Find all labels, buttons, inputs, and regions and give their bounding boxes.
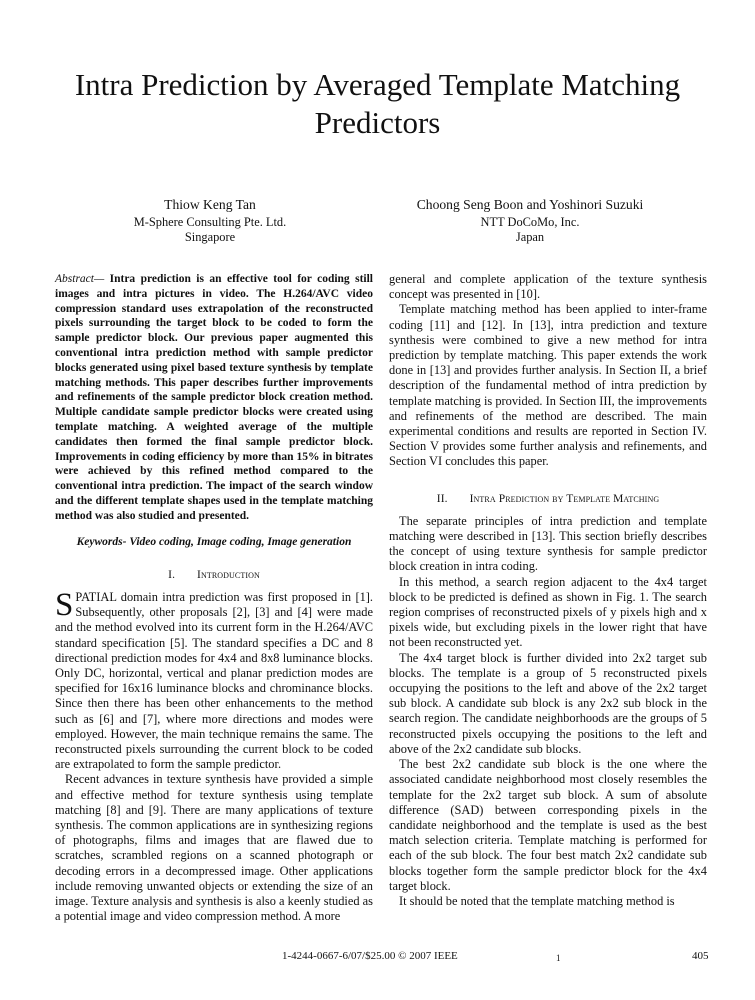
section-title: Introduction [197,568,260,581]
paragraph [55,586,373,772]
section-heading-template-matching [389,492,707,507]
footer-page-index: 1 [556,953,561,963]
author-block-2 [400,197,660,245]
paragraph: Recent advances in texture synthesis have provided a simple and effective method for texture synthesis using template matching [8] and [9]. There are many applications of texture synthesis. The common applications are in synthesizing regions of photographs, films and images that are flawed due to scratches, scrambled regions on a scanned photograph or decoding errors in a decompressed image. Other applications include removing unwanted objects or extending the size of an image. Texture analysis and synthesis is also a keenly studied as a potential image and video compression method. A more [55,772,373,924]
section-number: II. [436,492,448,505]
left-column [55,272,373,924]
section-title: Intra Prediction by Template Matching [469,492,660,505]
author-location: Singapore [184,230,236,244]
abstract [55,272,373,524]
paragraph: It should be noted that the template matching method is [399,893,675,908]
paragraph: The separate principles of intra prediction and template matching were described in [13]. This section briefly describes the concept of using texture synthesis for sample predictor block creation in intra coding. [389,513,707,574]
paragraph: In this method, a search region adjacent to the 4x4 target block to be predicted is defined as shown in Fig. 1. The search region comprises of reconstructed pixels of y pixels high and x pixels wide, but excluding pixels in the lower right that have not been reconstructed yet. [389,574,707,650]
author-affiliation: M-Sphere Consulting Pte. Ltd. [133,215,287,229]
section-heading-introduction [55,568,373,583]
paper-title: Intra Prediction by Averaged Template Matching Predictors [74,67,681,140]
abstract-label: Abstract— [55,273,105,285]
section-number: I. [168,568,176,581]
paragraph: Template matching method has been applied to inter-frame coding [11] and [12]. In [13], intra prediction and texture synthesis were combined to give a new method for intra prediction by template matching. This paper extends the work done in [13] and provides further analysis. In Section II, a brief description of the fundamental method of intra prediction by template matching is provided. In Section III, the improvements and refinements of the method are described. The main experimental conditions and results are reported in Section IV. Section V provides some further analysis and refinements, and Section VI concludes this paper. [389,302,707,469]
paragraph: The 4x4 target block is further divided into 2x2 target sub blocks. The template is a group of 5 reconstructed pixels occupying the positions to the left and above of the 2x2 target sub block. A candidate sub block is any 2x2 sub block in the search region. The candidate neighborhoods are the groups of 5 reconstructed pixels occupying the positions to the left and above of the 2x2 candidate sub blocks. [389,650,707,756]
footer-copyright: 1-4244-0667-6/07/$25.00 © 2007 IEEE [282,950,458,962]
author-name: Choong Seng Boon and Yoshinori Suzuki [416,197,644,212]
author-name: Thiow Keng Tan [164,197,256,212]
footer-page-number: 405 [692,950,709,962]
paragraph: The best 2x2 candidate sub block is the one where the associated candidate neighborhood most closely resembles the template for the 2x2 target sub block. A sum of absolute difference (SAD) between corresponding pixels in the candidate neighborhood and the template is used as the best match selection criteria. Template matching is performed for each of the sub block. The four best match 2x2 candidate sub blocks together form the sample predictor block for the 4x4 target block. [389,757,707,893]
keywords: Keywords- Video coding, Image coding, Image generation [76,535,352,548]
paragraph-text: PATIAL domain intra prediction was first proposed in [1]. Subsequently, other proposals [2], [3] and [4] were made and the method evolved into its current form in the H.264/AVC standard specification [5]. The standard specifies a DC and 8 directional prediction modes for 4x4 and 8x8 luminance blocks. Only DC, horizontal, vertical and planar prediction modes are specified for 16x16 luminance blocks and chrominance blocks. Since then there has been other enhancements to the method such as [6] and [7], where more directions and modes were employed. However, the main technique remains the same. The reconstructed pixels surrounding the current block to be coded are extrapolated to form the sample predictor. [55,589,373,772]
paragraph: general and complete application of the texture synthesis concept was presented in [10]. [389,272,707,302]
abstract-text: Intra prediction is an effective tool for coding still images and intra pictures in video. The H.264/AVC video compression standard uses extrapolation of the reconstructed pixels surrounding the target block to be coded to form the sample predictor block. Our previous paper augmented this conventional intra prediction method with sample predictor blocks generated using pixel based texture synthesis by template matching methods. This paper describes further improvements and refinements of the sample predictor block creation method. Multiple candidate sample predictor blocks were created using template matching. A weighted average of the multiple candidates then formed the final sample predictor block. Improvements in coding efficiency by more than 15% in bitrates were achieved by this refined method compared to the conventional intra prediction. The impact of the search window and the different template shapes used in the template matching method was also studied and presented. [55,273,373,522]
author-affiliation: NTT DoCoMo, Inc. [480,215,580,229]
right-column [389,272,707,909]
author-block-1 [90,197,330,245]
author-location: Japan [515,230,545,244]
drop-cap: S [55,586,74,623]
